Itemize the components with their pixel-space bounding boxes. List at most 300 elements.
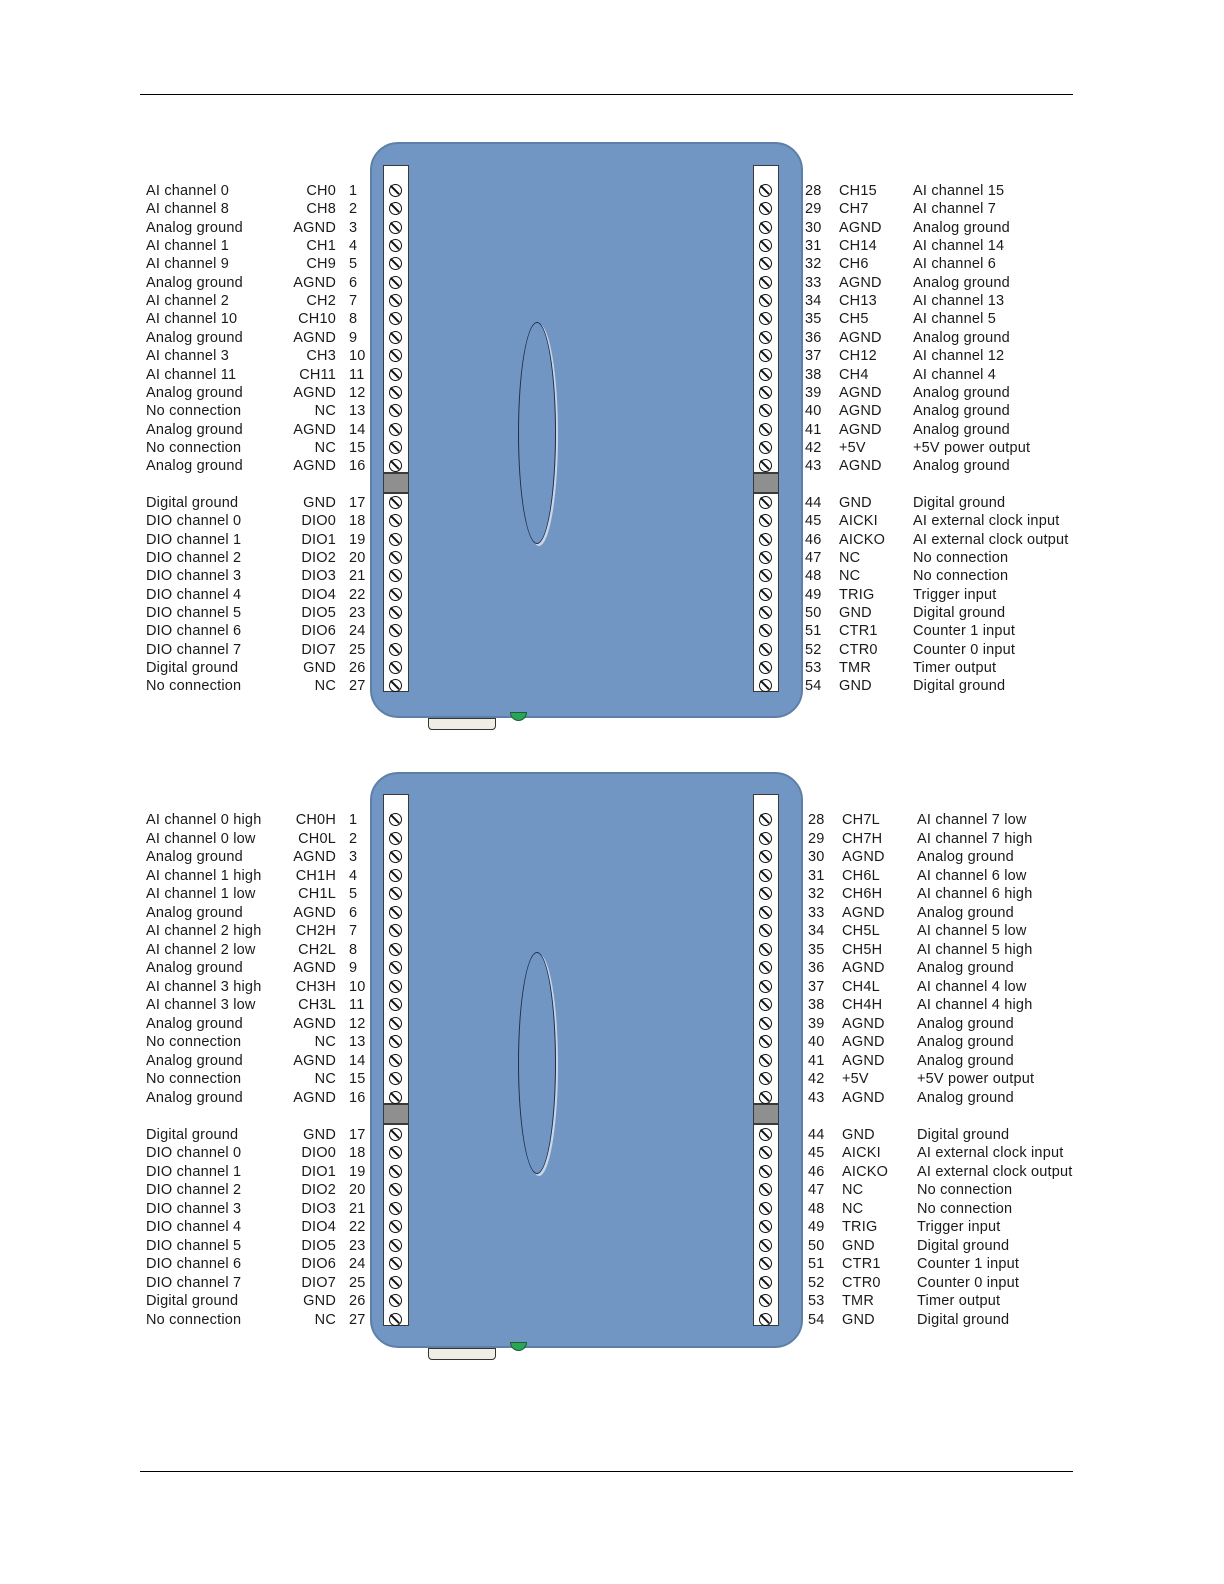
pin-signal-name: NC (842, 1182, 864, 1198)
screw-terminal-icon (759, 588, 772, 601)
pin-description: No connection (146, 678, 242, 695)
pin-signal-name: AGND (839, 384, 882, 401)
pin-number: 44 (808, 1126, 825, 1143)
screw-terminal-icon (759, 441, 772, 454)
pin-description: AI channel 15 (913, 183, 1005, 199)
pin-description: +5V power output (913, 439, 1031, 456)
screw-terminal-icon (389, 643, 402, 656)
pin-signal-name: AGND (842, 1089, 885, 1106)
pin-description: Digital ground (917, 1126, 1010, 1143)
pin-signal-name: DIO4 (301, 1219, 336, 1235)
pin-signal-name: CH2 (306, 293, 336, 310)
pin-number: 37 (805, 348, 822, 365)
pin-signal-name: AGND (293, 849, 336, 865)
pin-signal-name: AGND (293, 274, 336, 291)
pin-signal-name: DIO0 (301, 513, 336, 530)
screw-terminal-icon (759, 1165, 772, 1178)
pin-number: 28 (805, 183, 822, 199)
pin-signal-name: AGND (293, 1052, 336, 1069)
pin-description: DIO channel 2 (146, 1182, 242, 1198)
pin-number: 8 (349, 941, 358, 958)
pin-description: AI channel 14 (913, 238, 1005, 255)
pin-number: 46 (805, 531, 822, 548)
pin-description: Digital ground (146, 1293, 239, 1309)
pin-number: 25 (349, 641, 366, 658)
screw-terminal-icon (759, 1091, 772, 1104)
pin-number: 24 (349, 1256, 366, 1272)
pin-number: 46 (808, 1163, 825, 1180)
screw-terminal-icon (759, 1054, 772, 1067)
screw-terminal-icon (389, 533, 402, 546)
pin-number: 10 (349, 348, 366, 365)
pin-description: AI channel 3 low (146, 997, 256, 1013)
pin-signal-name: DIO6 (301, 1256, 336, 1272)
screw-terminal-icon (759, 661, 772, 674)
pin-number: 14 (349, 421, 366, 438)
pin-number: 28 (808, 812, 825, 828)
pin-description: AI channel 10 (146, 311, 238, 328)
pin-number: 32 (808, 886, 825, 902)
screw-terminal-icon (759, 533, 772, 546)
pin-description: Analog ground (146, 219, 243, 236)
pin-number: 7 (349, 923, 358, 939)
pin-number: 23 (349, 605, 366, 622)
pin-signal-name: GND (839, 678, 872, 695)
pin-signal-name: CH3L (298, 997, 336, 1013)
screw-terminal-icon (389, 368, 402, 381)
pin-signal-name: GND (842, 1126, 875, 1143)
screw-terminal-icon (759, 239, 772, 252)
screw-terminal-icon (389, 1313, 402, 1326)
screw-terminal-icon (389, 1257, 402, 1270)
pin-description: AI channel 13 (913, 293, 1005, 310)
pin-number: 36 (805, 329, 822, 346)
pin-description: AI channel 8 (146, 201, 230, 218)
screw-terminal-icon (389, 1128, 402, 1141)
pin-description: AI channel 2 (146, 293, 230, 310)
pin-description: AI channel 4 low (917, 978, 1027, 995)
screw-terminal-icon (389, 980, 402, 993)
screw-terminal-icon (759, 906, 772, 919)
screw-terminal-icon (389, 551, 402, 564)
pin-signal-name: DIO6 (301, 623, 336, 640)
pin-signal-name: DIO5 (301, 1237, 336, 1254)
screw-terminal-icon (759, 276, 772, 289)
status-led (510, 1342, 527, 1351)
pin-number: 53 (805, 660, 822, 677)
pin-signal-name: CH5 (839, 311, 869, 328)
screw-terminal-icon (389, 441, 402, 454)
screw-terminal-icon (389, 221, 402, 234)
pin-description: Analog ground (913, 329, 1010, 346)
screw-terminal-icon (389, 239, 402, 252)
pin-signal-name: NC (314, 1034, 336, 1050)
screw-terminal-icon (759, 961, 772, 974)
pin-description: DIO channel 0 (146, 1145, 242, 1161)
pin-number: 50 (805, 605, 822, 622)
screw-terminal-icon (759, 1146, 772, 1159)
pin-number: 30 (808, 849, 825, 865)
pin-description: DIO channel 1 (146, 531, 242, 548)
pin-number: 13 (349, 1034, 366, 1050)
pin-description: No connection (146, 439, 242, 456)
screw-terminal-icon (759, 368, 772, 381)
terminal-strip-left-separator (383, 1104, 409, 1124)
screw-terminal-icon (759, 1294, 772, 1307)
screw-terminal-icon (759, 606, 772, 619)
pin-description: Trigger input (913, 586, 997, 603)
screw-terminal-icon (759, 1239, 772, 1252)
screw-terminal-icon (389, 588, 402, 601)
pin-number: 44 (805, 494, 822, 511)
screw-terminal-icon (759, 887, 772, 900)
screw-terminal-icon (759, 1183, 772, 1196)
pin-description: AI channel 5 low (917, 923, 1027, 939)
pin-number: 1 (349, 183, 358, 199)
screw-terminal-icon (759, 850, 772, 863)
pin-signal-name: DIO3 (301, 1200, 336, 1217)
pin-description: AI external clock output (917, 1163, 1073, 1180)
pin-description: No connection (146, 1034, 242, 1050)
pin-signal-name: CH10 (298, 311, 336, 328)
terminal-strip-left-separator (383, 473, 409, 493)
pin-signal-name: CH2H (295, 923, 336, 939)
pin-signal-name: CH13 (839, 293, 877, 310)
pinout-diagram-single-ended (0, 142, 1224, 742)
pin-description: AI channel 6 (913, 256, 997, 273)
pin-signal-name: AGND (293, 421, 336, 438)
pinout-diagram-differential (0, 772, 1224, 1372)
pin-description: No connection (146, 403, 242, 420)
pin-signal-name: AGND (842, 1034, 885, 1050)
pin-description: No connection (917, 1200, 1013, 1217)
pin-signal-name: GND (842, 1311, 875, 1328)
board-logo-ellipse (518, 952, 556, 1174)
pin-signal-name: NC (839, 550, 861, 566)
pin-description: Analog ground (146, 849, 243, 865)
pin-description: AI external clock input (917, 1145, 1064, 1161)
pin-signal-name: NC (314, 1311, 336, 1328)
screw-terminal-icon (389, 906, 402, 919)
pin-description: DIO channel 5 (146, 1237, 242, 1254)
pin-description: Digital ground (917, 1237, 1010, 1254)
pin-number: 31 (808, 867, 825, 884)
pin-number: 34 (805, 293, 822, 310)
pin-description: Analog ground (146, 458, 243, 475)
pin-description: Digital ground (913, 605, 1006, 622)
pin-description: Digital ground (917, 1311, 1010, 1328)
pin-number: 11 (349, 997, 365, 1013)
pin-signal-name: AGND (842, 904, 885, 921)
pin-description: DIO channel 7 (146, 641, 242, 658)
pin-signal-name: GND (303, 1126, 336, 1143)
pin-description: Analog ground (146, 421, 243, 438)
header-rule (140, 94, 1073, 95)
screw-terminal-icon (759, 1202, 772, 1215)
pin-signal-name: AGND (842, 849, 885, 865)
pin-number: 6 (349, 904, 358, 921)
pin-description: DIO channel 4 (146, 1219, 242, 1235)
pin-signal-name: CH1H (295, 867, 336, 884)
pin-description: Analog ground (917, 849, 1014, 865)
pin-signal-name: DIO4 (301, 586, 336, 603)
pin-signal-name: CTR1 (839, 623, 878, 640)
pin-number: 5 (349, 886, 358, 902)
pin-signal-name: CH7H (842, 830, 883, 847)
pin-number: 32 (805, 256, 822, 273)
pin-signal-name: GND (842, 1237, 875, 1254)
pin-signal-name: DIO7 (301, 1274, 336, 1291)
pin-signal-name: CH5L (842, 923, 880, 939)
pin-description: Analog ground (913, 458, 1010, 475)
pin-number: 20 (349, 1182, 366, 1198)
pin-signal-name: GND (839, 494, 872, 511)
pin-signal-name: CH8 (306, 201, 336, 218)
pin-description: Analog ground (917, 1015, 1014, 1032)
pin-signal-name: CTR0 (842, 1274, 881, 1291)
pin-signal-name: AICKI (842, 1145, 881, 1161)
pin-signal-name: DIO3 (301, 568, 336, 585)
pin-signal-name: TMR (839, 660, 872, 677)
pin-number: 47 (805, 550, 822, 566)
pin-number: 29 (808, 830, 825, 847)
pin-signal-name: CTR0 (839, 641, 878, 658)
screw-terminal-icon (759, 331, 772, 344)
pin-number: 11 (349, 366, 365, 383)
pin-number: 42 (805, 439, 822, 456)
pin-description: AI channel 7 high (917, 830, 1033, 847)
pin-signal-name: +5V (839, 439, 866, 456)
pin-number: 35 (805, 311, 822, 328)
pin-description: AI channel 3 (146, 348, 230, 365)
pin-description: Analog ground (146, 1089, 243, 1106)
screw-terminal-icon (759, 423, 772, 436)
pin-signal-name: TMR (842, 1293, 875, 1309)
pin-description: AI channel 1 (146, 238, 230, 255)
pin-description: Analog ground (146, 384, 243, 401)
screw-terminal-icon (389, 1239, 402, 1252)
pin-signal-name: CH5H (842, 941, 883, 958)
pin-number: 27 (349, 1311, 366, 1328)
screw-terminal-icon (759, 1257, 772, 1270)
pin-signal-name: CH11 (299, 366, 336, 383)
pin-signal-name: AGND (293, 219, 336, 236)
pin-signal-name: AGND (293, 1089, 336, 1106)
pin-number: 23 (349, 1237, 366, 1254)
pin-signal-name: NC (839, 568, 861, 585)
pin-number: 27 (349, 678, 366, 695)
pin-signal-name: GND (303, 660, 336, 677)
pin-number: 25 (349, 1274, 366, 1291)
pin-description: DIO channel 4 (146, 586, 242, 603)
pin-number: 21 (349, 1200, 366, 1217)
pin-signal-name: CH3 (306, 348, 336, 365)
screw-terminal-icon (759, 386, 772, 399)
screw-terminal-icon (389, 850, 402, 863)
board-logo-ellipse (518, 322, 556, 544)
pin-description: AI channel 4 high (917, 997, 1033, 1013)
pin-number: 33 (808, 904, 825, 921)
pin-number: 9 (349, 329, 358, 346)
pin-number: 19 (349, 531, 366, 548)
screw-terminal-icon (389, 1072, 402, 1085)
pin-description: AI channel 2 low (146, 941, 256, 958)
pin-signal-name: AGND (842, 1015, 885, 1032)
pin-description: No connection (913, 550, 1009, 566)
pin-description: AI channel 0 low (146, 830, 256, 847)
pin-number: 8 (349, 311, 358, 328)
pin-number: 50 (808, 1237, 825, 1254)
screw-terminal-icon (389, 887, 402, 900)
pin-number: 41 (808, 1052, 825, 1069)
screw-terminal-icon (759, 1128, 772, 1141)
screw-terminal-icon (759, 998, 772, 1011)
pin-signal-name: AGND (842, 1052, 885, 1069)
pin-signal-name: CH4L (842, 978, 880, 995)
screw-terminal-icon (389, 1294, 402, 1307)
pin-description: AI channel 9 (146, 256, 230, 273)
pin-description: Analog ground (913, 274, 1010, 291)
screw-terminal-icon (759, 551, 772, 564)
screw-terminal-icon (759, 924, 772, 937)
pin-description: Analog ground (917, 960, 1014, 976)
pin-description: Counter 1 input (917, 1256, 1020, 1272)
screw-terminal-icon (389, 813, 402, 826)
pin-description: Analog ground (917, 904, 1014, 921)
pin-number: 48 (808, 1200, 825, 1217)
pin-number: 18 (349, 1145, 366, 1161)
pin-description: No connection (146, 1311, 242, 1328)
pin-description: DIO channel 5 (146, 605, 242, 622)
pin-number: 42 (808, 1071, 825, 1087)
pin-description: AI channel 5 (913, 311, 997, 328)
pin-description: Timer output (913, 660, 997, 677)
pin-number: 39 (805, 384, 822, 401)
terminal-strip-right-separator (753, 473, 779, 493)
pin-number: 43 (805, 458, 822, 475)
pin-signal-name: TRIG (839, 586, 875, 603)
pin-signal-name: CH1L (298, 886, 336, 902)
pin-number: 24 (349, 623, 366, 640)
screw-terminal-icon (389, 606, 402, 619)
screw-terminal-icon (759, 1276, 772, 1289)
pin-signal-name: CH3H (295, 978, 336, 995)
pin-number: 26 (349, 660, 366, 677)
pin-signal-name: CH12 (839, 348, 877, 365)
pin-description: DIO channel 2 (146, 550, 242, 566)
screw-terminal-icon (389, 943, 402, 956)
pin-description: AI channel 3 high (146, 978, 262, 995)
screw-terminal-icon (389, 1165, 402, 1178)
pin-number: 12 (349, 384, 366, 401)
pin-number: 38 (808, 997, 825, 1013)
pin-description: Analog ground (917, 1052, 1014, 1069)
pin-signal-name: DIO2 (301, 550, 336, 566)
pin-number: 43 (808, 1089, 825, 1106)
pin-description: Analog ground (913, 384, 1010, 401)
screw-terminal-icon (389, 1146, 402, 1159)
pin-signal-name: CH6 (839, 256, 869, 273)
pin-description: AI channel 1 high (146, 867, 262, 884)
pin-signal-name: AGND (293, 1015, 336, 1032)
screw-terminal-icon (389, 832, 402, 845)
pin-description: No connection (146, 1071, 242, 1087)
pin-signal-name: AGND (842, 960, 885, 976)
pin-signal-name: AGND (839, 219, 882, 236)
pin-signal-name: AGND (293, 904, 336, 921)
pin-number: 51 (805, 623, 822, 640)
screw-terminal-icon (759, 496, 772, 509)
pin-description: Analog ground (913, 219, 1010, 236)
pin-number: 38 (805, 366, 822, 383)
pin-signal-name: CH1 (306, 238, 336, 255)
pin-number: 14 (349, 1052, 366, 1069)
pin-signal-name: DIO1 (301, 531, 336, 548)
pin-description: AI channel 5 high (917, 941, 1033, 958)
pin-number: 54 (808, 1311, 825, 1328)
pin-number: 34 (808, 923, 825, 939)
screw-terminal-icon (759, 1220, 772, 1233)
pin-number: 41 (805, 421, 822, 438)
pin-description: DIO channel 3 (146, 568, 242, 585)
pin-signal-name: NC (314, 403, 336, 420)
screw-terminal-icon (389, 924, 402, 937)
pin-description: Analog ground (146, 274, 243, 291)
pin-signal-name: CH4 (839, 366, 869, 383)
pin-description: Analog ground (917, 1034, 1014, 1050)
pin-signal-name: AGND (293, 960, 336, 976)
pin-signal-name: AGND (293, 384, 336, 401)
pin-description: Digital ground (913, 494, 1006, 511)
screw-terminal-icon (389, 496, 402, 509)
screw-terminal-icon (759, 1035, 772, 1048)
daq-board-body (370, 142, 803, 718)
pin-signal-name: DIO7 (301, 641, 336, 658)
screw-terminal-icon (389, 1276, 402, 1289)
pin-description: AI channel 6 low (917, 867, 1027, 884)
screw-terminal-icon (389, 869, 402, 882)
footer-rule (140, 1471, 1073, 1472)
screw-terminal-icon (389, 961, 402, 974)
pin-number: 29 (805, 201, 822, 218)
pin-number: 18 (349, 513, 366, 530)
screw-terminal-icon (759, 1072, 772, 1085)
pin-signal-name: CH6L (842, 867, 880, 884)
pin-number: 2 (349, 201, 358, 218)
pin-number: 4 (349, 867, 358, 884)
pin-signal-name: CH6H (842, 886, 883, 902)
pin-description: Analog ground (146, 960, 243, 976)
pin-number: 30 (805, 219, 822, 236)
pin-description: Counter 0 input (913, 641, 1016, 658)
pin-number: 37 (808, 978, 825, 995)
screw-terminal-icon (759, 643, 772, 656)
pin-description: AI channel 0 (146, 183, 230, 199)
pin-number: 15 (349, 439, 366, 456)
pin-description: Digital ground (146, 1126, 239, 1143)
screw-terminal-icon (759, 294, 772, 307)
screw-terminal-icon (759, 943, 772, 956)
screw-terminal-icon (389, 1183, 402, 1196)
screw-terminal-icon (389, 1202, 402, 1215)
screw-terminal-icon (389, 184, 402, 197)
pin-signal-name: DIO2 (301, 1182, 336, 1198)
pin-signal-name: CH0 (306, 183, 336, 199)
pin-number: 45 (808, 1145, 825, 1161)
pin-signal-name: CH7 (839, 201, 869, 218)
screw-terminal-icon (759, 813, 772, 826)
pin-description: DIO channel 6 (146, 623, 242, 640)
